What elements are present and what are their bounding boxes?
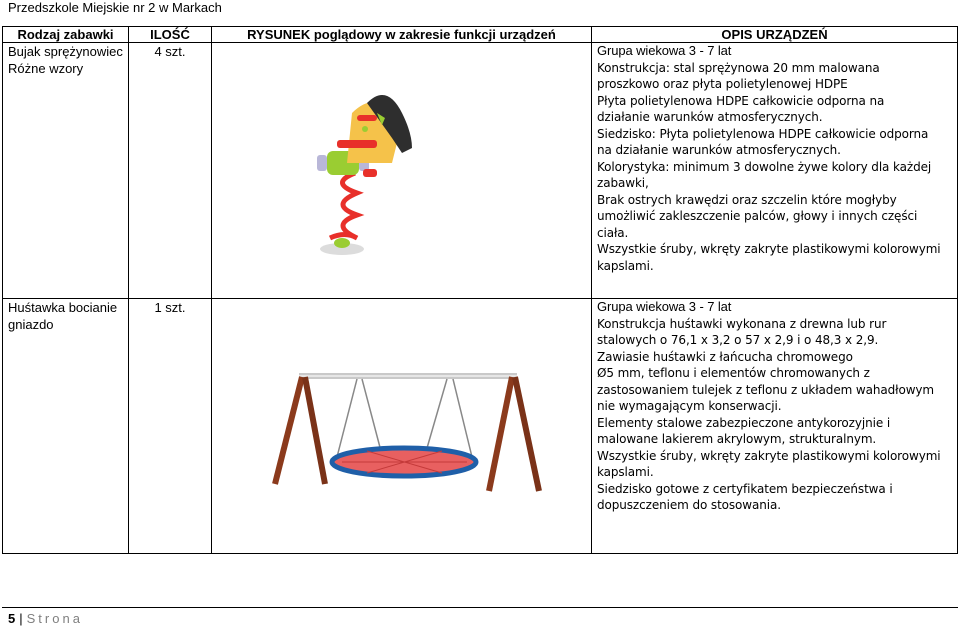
table-header-row xyxy=(3,27,958,43)
table-row xyxy=(3,299,958,554)
column-header-description: OPIS URZĄDZEŃ xyxy=(592,27,958,43)
qty-cell: 4 szt. xyxy=(129,43,212,299)
description-line: Brak ostrych krawędzi oraz szczelin które mogłyby xyxy=(597,192,897,207)
description-line: kapslami. xyxy=(597,465,654,479)
description-line: umożliwić zakleszczenie palców, głowy i innych części xyxy=(597,209,918,223)
page-label: Strona xyxy=(26,611,83,626)
description-line: zastosowaniem tulejek z teflonu z układem wahadłowym xyxy=(597,382,935,397)
footer-divider xyxy=(2,607,958,608)
description-line: Konstrukcja huśtawki wykonana z drewna lub rur xyxy=(597,316,887,331)
description-line: kapslami. xyxy=(597,258,654,273)
column-header-type: Rodzaj zabawki xyxy=(3,27,129,43)
qty-cell: 1 szt. xyxy=(129,299,212,554)
type-cell xyxy=(3,43,129,299)
column-header-drawing: RYSUNEK poglądowy w zakresie funkcji urządzeń xyxy=(212,27,592,43)
drawing-cell xyxy=(212,299,592,554)
description-line: Siedzisko: Płyta polietylenowa HDPE całkowicie odporna xyxy=(597,126,929,141)
description-cell xyxy=(592,299,958,554)
description-line: proszkowo oraz płyta polietylenowej HDPE xyxy=(597,77,848,91)
spring-rocker-illustration xyxy=(217,43,587,293)
type-cell xyxy=(3,299,129,554)
column-header-qty: ILOŚĆ xyxy=(129,27,212,43)
description-line: ciała. xyxy=(597,225,629,240)
description-line: dopuszczeniem do stosowania. xyxy=(597,498,781,512)
description-line: działanie warunków atmosferycznych. xyxy=(597,110,823,124)
table-row xyxy=(3,43,958,299)
description-line: Konstrukcja: stal sprężynowa 20 mm malowana xyxy=(597,60,880,75)
type-line: Bujak sprężynowiec xyxy=(8,44,123,59)
footer-separator: | xyxy=(19,611,23,626)
description-line: Elementy stalowe zabezpieczone antykorozyjnie i xyxy=(597,415,891,430)
description-line: Zawiasie huśtawki z łańcucha chromowego xyxy=(597,349,853,364)
type-line: Huśtawka bocianie xyxy=(8,300,118,315)
description-line: malowane lakierem akrylowym, strukturalnym. xyxy=(597,432,877,446)
description-line: zabawki, xyxy=(597,176,649,190)
type-line: Różne wzory xyxy=(8,61,84,76)
drawing-cell xyxy=(212,43,592,299)
description-line: Wszystkie śruby, wkręty zakryte plastikowymi kolorowymi xyxy=(597,242,941,256)
page-footer xyxy=(8,611,83,626)
type-line: gniazdo xyxy=(8,317,54,332)
description-line: Grupa wiekowa 3 - 7 lat xyxy=(597,299,732,314)
document-header: Przedszkole Miejskie nr 2 w Markach xyxy=(8,0,222,15)
description-line: na działanie warunków atmosferycznych. xyxy=(597,143,841,157)
description-line: Ø5 mm, teflonu i elementów chromowanych z xyxy=(597,366,870,380)
page-number: 5 xyxy=(8,611,16,626)
description-line: Kolorystyka: minimum 3 dowolne żywe kolory dla każdej xyxy=(597,159,932,174)
equipment-table xyxy=(2,26,958,554)
description-line: nie wymagającym konserwacji. xyxy=(597,399,782,413)
nest-swing-image xyxy=(217,299,586,549)
description-line: Siedzisko gotowe z certyfikatem bezpieczeństwa i xyxy=(597,481,893,496)
description-line: Płyta polietylenowa HDPE całkowicie odporna na xyxy=(597,93,885,108)
spring-rocker-image xyxy=(217,43,586,293)
description-cell xyxy=(592,43,958,299)
description-line: Grupa wiekowa 3 - 7 lat xyxy=(597,43,732,58)
nest-swing-illustration xyxy=(217,299,587,549)
description-line: Wszystkie śruby, wkręty zakryte plastikowymi kolorowymi xyxy=(597,448,941,463)
description-line: stalowych o 76,1 x 3,2 o 57 x 2,9 i o 48,3 x 2,9. xyxy=(597,333,879,347)
